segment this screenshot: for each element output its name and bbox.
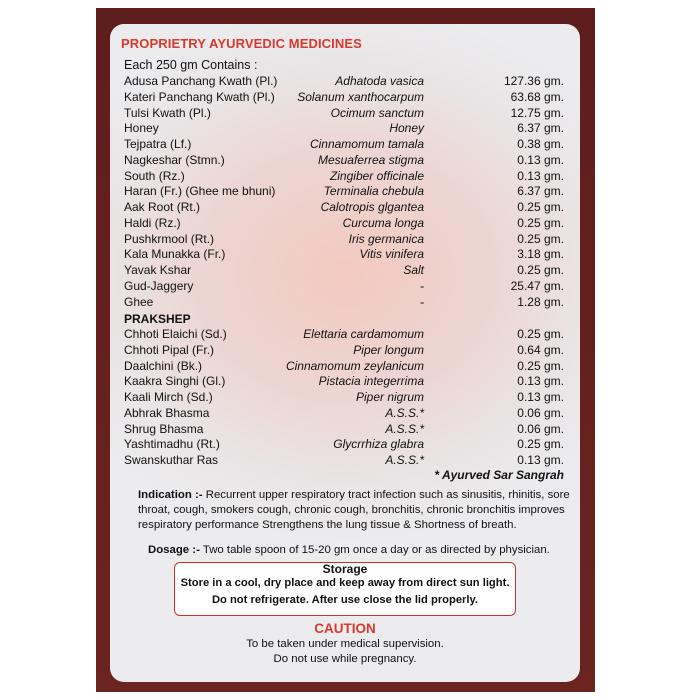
ingredient-row bbox=[0, 327, 690, 343]
botanical-name: Piper longum bbox=[353, 342, 424, 357]
botanical-name: - bbox=[420, 294, 424, 309]
caution-line-1: To be taken under medical supervision. bbox=[246, 638, 444, 650]
ingredient-name: Chhoti Elaichi (Sd.) bbox=[124, 327, 227, 341]
ingredient-quantity: 0.38 gm. bbox=[517, 137, 564, 151]
botanical-name: Adhatoda vasica bbox=[335, 74, 424, 88]
botanical-name: Calotropis glgantea bbox=[320, 200, 424, 214]
ingredient-row bbox=[0, 279, 690, 295]
botanical-name: Curcuma longa bbox=[342, 215, 424, 230]
ingredient-name: Kala Munakka (Fr.) bbox=[124, 247, 226, 262]
ingredient-quantity: 3.18 gm. bbox=[517, 247, 564, 262]
botanical-name: Vitis vinifera bbox=[359, 247, 424, 262]
ingredient-quantity: 127.36 gm. bbox=[503, 74, 564, 88]
prakshep-heading: PRAKSHEP bbox=[124, 312, 191, 326]
ingredient-row bbox=[0, 406, 690, 422]
storage-line-2: Do not refrigerate. After use close the lid properly. bbox=[211, 594, 479, 606]
ingredient-quantity: 0.13 gm. bbox=[517, 453, 564, 467]
ingredient-quantity: 6.37 gm. bbox=[517, 121, 564, 136]
botanical-name: Pistacia integerrima bbox=[318, 374, 424, 389]
botanical-name: Cinnamomum tamala bbox=[309, 137, 424, 151]
botanical-name: - bbox=[420, 278, 424, 293]
ingredient-quantity: 0.25 gm. bbox=[517, 327, 564, 341]
ingredient-row bbox=[0, 216, 690, 232]
botanical-name: Piper nigrum bbox=[355, 390, 424, 404]
ingredient-row bbox=[0, 184, 690, 200]
ingredient-row bbox=[0, 390, 690, 406]
ingredient-row bbox=[0, 200, 690, 216]
ingredient-quantity: 0.25 gm. bbox=[517, 200, 564, 214]
ingredient-quantity: 0.13 gm. bbox=[517, 168, 564, 183]
botanical-name: A.S.S.* bbox=[385, 405, 424, 420]
ingredient-row bbox=[0, 106, 690, 122]
ingredient-name: South (Rz.) bbox=[124, 168, 185, 183]
indication-label: Indication :- bbox=[138, 489, 203, 501]
ingredient-row bbox=[0, 74, 690, 90]
botanical-name: Solanum xanthocarpum bbox=[297, 89, 424, 104]
ingredient-quantity: 6.37 gm. bbox=[517, 184, 564, 199]
ingredient-row bbox=[0, 453, 690, 469]
ingredient-quantity: 0.25 gm. bbox=[517, 263, 564, 277]
ingredient-name: Swanskuthar Ras bbox=[124, 453, 219, 467]
ingredient-quantity: 1.28 gm. bbox=[517, 294, 564, 309]
ingredient-quantity: 12.75 gm. bbox=[510, 105, 564, 120]
ingredient-row bbox=[0, 359, 690, 375]
dosage-label: Dosage :- bbox=[148, 544, 200, 556]
ingredient-row bbox=[0, 232, 690, 248]
ingredient-name: Kaakra Singhi (Gl.) bbox=[124, 374, 226, 389]
botanical-name: Iris germanica bbox=[348, 231, 424, 246]
botanical-name: Ocimum sanctum bbox=[330, 105, 424, 120]
indication-text: Recurrent upper respiratory tract infection such as sinusitis, rhinitis, sore throat, cough, smokers cough, chronic cough, bronchitis, chronic bronchitis improves respiratory performance Strengthens the lung tissue & Shortness of breath. bbox=[138, 489, 570, 531]
ingredient-name: Adusa Panchang Kwath (Pl.) bbox=[124, 74, 278, 88]
botanical-name: Glycrrhiza glabra bbox=[333, 437, 424, 452]
ingredient-name: Haran (Fr.) (Ghee me bhuni) bbox=[124, 184, 276, 199]
ingredient-name: Aak Root (Rt.) bbox=[124, 200, 201, 214]
ingredient-row bbox=[0, 263, 690, 279]
ingredient-name: Abhrak Bhasma bbox=[124, 405, 210, 420]
ingredient-row bbox=[0, 90, 690, 106]
botanical-name: Zingiber officinale bbox=[329, 168, 424, 183]
dosage-text: Two table spoon of 15-20 gm once a day or as directed by physician. bbox=[199, 544, 550, 556]
ingredient-quantity: 0.25 gm. bbox=[517, 437, 564, 452]
ingredient-name: Tulsi Kwath (Pl.) bbox=[124, 105, 211, 120]
botanical-name: Elettaria cardamomum bbox=[303, 327, 424, 341]
ingredient-row bbox=[0, 343, 690, 359]
botanical-name: Salt bbox=[403, 263, 424, 277]
caution-title: CAUTION bbox=[314, 621, 376, 636]
ingredient-quantity: 0.25 gm. bbox=[517, 358, 564, 373]
botanical-name: A.S.S.* bbox=[385, 421, 424, 436]
page-title: PROPRIETRY AYURVEDIC MEDICINES bbox=[121, 36, 362, 51]
ingredient-quantity: 0.64 gm. bbox=[517, 342, 564, 357]
dosage-section bbox=[148, 544, 550, 556]
storage-line-1: Store in a cool, dry place and keep away from direct sun light. bbox=[180, 577, 510, 589]
ingredient-name: Pushkrmool (Rt.) bbox=[124, 231, 215, 246]
ingredient-name: Kaali Mirch (Sd.) bbox=[124, 390, 213, 404]
ingredient-name: Kateri Panchang Kwath (Pl.) bbox=[124, 89, 275, 104]
ingredient-row bbox=[0, 169, 690, 185]
ingredient-name: Yavak Kshar bbox=[124, 263, 192, 277]
ingredient-quantity: 0.25 gm. bbox=[517, 231, 564, 246]
botanical-name: Mesuaferrea stigma bbox=[317, 152, 424, 167]
ingredient-name: Daalchini (Bk.) bbox=[124, 358, 203, 373]
storage-box bbox=[174, 562, 516, 616]
ingredient-quantity: 0.13 gm. bbox=[517, 374, 564, 389]
ingredient-quantity: 0.13 gm. bbox=[517, 152, 564, 167]
ingredient-quantity: 25.47 gm. bbox=[510, 278, 564, 293]
indication-section bbox=[138, 488, 570, 533]
contains-label: Each 250 gm Contains : bbox=[124, 58, 258, 72]
ingredient-quantity: 0.25 gm. bbox=[517, 215, 564, 230]
ass-footnote: * Ayurved Sar Sangrah bbox=[434, 468, 564, 482]
ingredient-row bbox=[0, 422, 690, 438]
ingredient-name: Ghee bbox=[124, 294, 154, 309]
ingredient-name: Yashtimadhu (Rt.) bbox=[124, 437, 220, 452]
ingredient-name: Tejpatra (Lf.) bbox=[124, 137, 192, 151]
ingredient-name: Haldi (Rz.) bbox=[124, 215, 181, 230]
ingredient-row bbox=[0, 295, 690, 311]
caution-line-2: Do not use while pregnancy. bbox=[273, 653, 417, 665]
ingredient-row bbox=[0, 121, 690, 137]
ingredient-row bbox=[0, 153, 690, 169]
ingredient-row bbox=[0, 137, 690, 153]
ingredient-name: Shrug Bhasma bbox=[124, 421, 204, 436]
ingredient-name: Nagkeshar (Stmn.) bbox=[124, 152, 225, 167]
botanical-name: Honey bbox=[389, 121, 424, 136]
botanical-name: A.S.S.* bbox=[385, 453, 424, 467]
ingredient-quantity: 0.13 gm. bbox=[517, 390, 564, 404]
botanical-name: Cinnamomum zeylanicum bbox=[285, 358, 424, 373]
ingredient-name: Gud-Jaggery bbox=[124, 278, 194, 293]
botanical-name: Terminalia chebula bbox=[323, 184, 424, 199]
ingredient-name: Honey bbox=[124, 121, 159, 136]
ingredient-name: Chhoti Pipal (Fr.) bbox=[124, 342, 215, 357]
ingredient-row bbox=[0, 247, 690, 263]
storage-title: Storage bbox=[322, 562, 368, 576]
ingredient-quantity: 0.06 gm. bbox=[517, 405, 564, 420]
ingredient-quantity: 63.68 gm. bbox=[510, 89, 564, 104]
ingredient-row bbox=[0, 374, 690, 390]
ingredient-row bbox=[0, 437, 690, 453]
ingredient-quantity: 0.06 gm. bbox=[517, 421, 564, 436]
